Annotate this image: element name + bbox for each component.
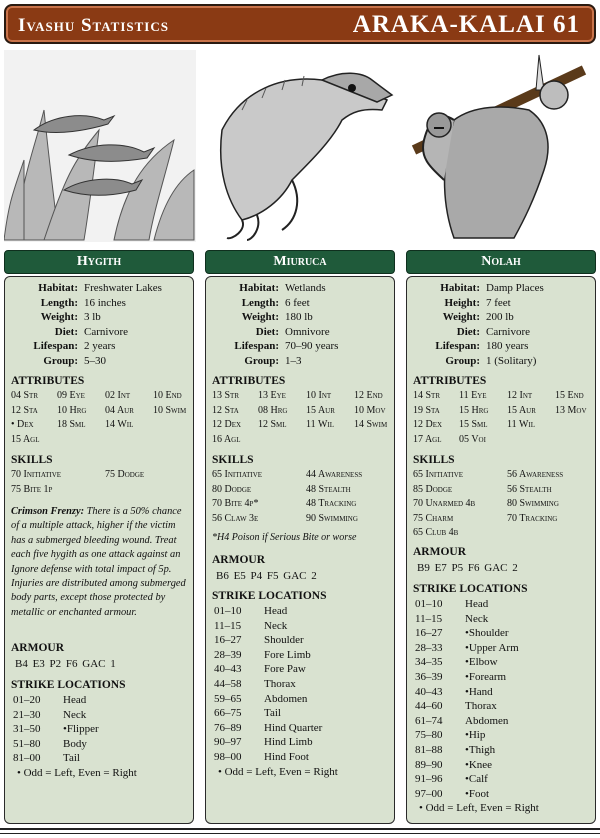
strike-range: 66–75 (214, 707, 242, 720)
attribute: 16 Agl (212, 433, 241, 445)
attribute: 12 Sta (11, 404, 38, 416)
stat-key: Weight: (442, 311, 480, 324)
strike-location: •Foot (465, 787, 490, 800)
strike-row (415, 743, 591, 758)
attribute: 14 Swim (354, 419, 388, 431)
stat-value: Carnivore (486, 325, 530, 338)
attribute: 10 Mov (354, 404, 386, 416)
armour-heading: ARMOUR (413, 546, 467, 558)
attribute (153, 418, 193, 433)
attribute: 04 Aur (105, 404, 134, 416)
strike-row (214, 750, 390, 765)
attribute (555, 433, 595, 448)
banner-left-title: Ivashu Statistics (18, 15, 169, 36)
strike-row (415, 626, 591, 641)
skill: 56 Awareness (507, 469, 564, 480)
attribute: 15 Aur (507, 404, 536, 416)
hygith-illustration (4, 50, 196, 242)
strike-row (214, 648, 390, 663)
stat-key: Weight: (40, 311, 78, 324)
armour-values: B9 E7 P5 F6 GAC 2 (417, 562, 518, 574)
poison-footnote: *H4 Poison if Serious Bite or worse (212, 532, 357, 543)
strike-row (415, 670, 591, 685)
strike-location: Tail (63, 752, 80, 765)
strike-row (13, 722, 189, 737)
skill: 75 Bite 1p (11, 483, 53, 495)
strike-location: Head (264, 605, 288, 617)
skill: 85 Dodge (413, 483, 453, 495)
strike-range: 28–39 (214, 648, 242, 661)
skill: 80 Swimming (507, 498, 559, 510)
skill: 80 Dodge (212, 483, 252, 495)
strike-row (415, 597, 591, 612)
stat-row (206, 296, 394, 311)
attribute (306, 433, 342, 448)
strike-location: •Shoulder (465, 627, 509, 640)
attribute: 11 Wil (306, 419, 334, 431)
stat-value: 6 feet (285, 296, 310, 309)
strike-row (214, 677, 390, 692)
banner-right-title: ARAKA-KALAI 61 (352, 11, 580, 38)
stat-row (5, 296, 193, 311)
attribute (354, 433, 394, 448)
stat-value: 200 lb (486, 311, 514, 324)
attribute: 11 Eye (459, 390, 487, 401)
skills-grid (413, 468, 593, 541)
strike-range: 97–00 (415, 787, 443, 800)
stat-value: Wetlands (285, 282, 326, 294)
strike-location: •Elbow (465, 656, 498, 669)
strike-range: 81–88 (415, 743, 443, 756)
stat-key: Lifespan: (234, 340, 279, 353)
strike-locations-list (415, 597, 591, 816)
stat-value: 16 inches (84, 296, 126, 309)
strike-row (13, 708, 189, 723)
stat-key: Group: (445, 354, 480, 367)
attribute (555, 418, 595, 433)
strike-location: Neck (465, 612, 489, 625)
strike-range: 16–27 (214, 634, 242, 647)
attribute: 05 Voi (459, 433, 486, 445)
strike-row (415, 612, 591, 627)
strike-locations-list (13, 693, 189, 781)
skills-grid (212, 468, 392, 526)
strike-row (214, 604, 390, 619)
strike-row (13, 737, 189, 752)
attributes-heading: ATTRIBUTES (11, 375, 85, 387)
skill: 56 Claw 3e (212, 512, 259, 524)
attribute: 10 Hrg (57, 404, 87, 416)
attribute (507, 433, 543, 448)
strike-row (214, 619, 390, 634)
strike-location: Head (465, 598, 489, 610)
footer-rule-thin (0, 833, 600, 834)
strike-range: 89–90 (415, 758, 443, 771)
strike-location: Head (63, 694, 87, 706)
odd-even-note: • Odd = Left, Even = Right (218, 765, 338, 778)
stat-row (206, 325, 394, 340)
attribute (105, 433, 141, 448)
skills-heading: SKILLS (11, 454, 53, 466)
skills-grid (11, 468, 191, 497)
stat-value: 1 (Solitary) (486, 354, 537, 367)
armour-heading: ARMOUR (11, 642, 65, 654)
strike-location: •Thigh (465, 743, 496, 756)
strike-row (415, 699, 591, 714)
strike-row (13, 693, 189, 708)
attribute: 15 Hrg (459, 404, 489, 416)
stat-key: Diet: (54, 325, 78, 338)
attribute: 12 Dex (413, 419, 443, 431)
attribute: 10 Int (306, 390, 332, 401)
strike-row (214, 706, 390, 721)
stat-value: 180 lb (285, 311, 313, 324)
stat-key: Group: (244, 354, 279, 367)
strike-row (214, 662, 390, 677)
stat-key: Lifespan: (435, 340, 480, 353)
strike-row (415, 685, 591, 700)
attributes-grid (212, 389, 392, 447)
skill: 90 Swimming (306, 512, 358, 524)
stat-key: Length: (40, 296, 78, 309)
attribute: 10 End (153, 390, 182, 401)
stat-list (206, 281, 394, 369)
stat-row (5, 339, 193, 354)
strike-range: 61–74 (415, 714, 443, 727)
skill: 65 Club 4b (413, 527, 459, 539)
attribute (57, 433, 93, 448)
attribute: 09 Eye (57, 390, 85, 401)
strike-row (214, 633, 390, 648)
stat-key: Habitat: (440, 282, 480, 294)
stat-row (407, 339, 595, 354)
strike-row (13, 751, 189, 766)
strike-range: 11–15 (214, 619, 242, 632)
attributes-heading: ATTRIBUTES (413, 375, 487, 387)
strike-row (415, 787, 591, 802)
stat-key: Habitat: (239, 282, 279, 294)
strike-row (415, 758, 591, 773)
attribute: 12 Sta (212, 404, 239, 416)
strike-range: 21–30 (13, 708, 41, 721)
strike-range: 75–80 (415, 729, 443, 742)
skill: 75 Charm (413, 512, 454, 524)
strike-location: Hind Quarter (264, 721, 323, 734)
attribute: 13 Mov (555, 404, 587, 416)
skill: 56 Stealth (507, 483, 552, 495)
stat-value: 3 lb (84, 311, 101, 324)
attribute: 15 Sml (459, 419, 488, 431)
strike-row (415, 641, 591, 656)
strike-range: 36–39 (415, 670, 443, 683)
strike-range: 40–43 (415, 685, 443, 698)
stat-key: Habitat: (38, 282, 78, 294)
stat-value: 7 feet (486, 296, 511, 309)
attribute (153, 433, 193, 448)
stat-row (5, 310, 193, 325)
strike-range: 44–60 (415, 700, 443, 713)
strike-location: Abdomen (264, 692, 308, 705)
stat-value: Omnivore (285, 325, 330, 338)
special-ability-text: There is a 50% chance of a multiple attack, higher if the victim has a submerged bleeding wound. Treat each five hygith as one attack against an Ignore defense with total impact of 5p. Injuries are distributed among submerged body parts, except those protected by metallic or enchanted armour. (11, 506, 186, 618)
strike-range: 01–20 (13, 694, 41, 706)
attribute: 12 Int (507, 390, 533, 401)
column-header-hygith: Hygith (4, 250, 194, 274)
stat-value: Carnivore (84, 325, 128, 338)
miuruca-illustration (202, 50, 394, 242)
stat-row (206, 310, 394, 325)
strike-range: 11–15 (415, 612, 443, 625)
skill: 70 Tracking (507, 512, 558, 524)
strike-location: Body (63, 737, 87, 750)
skill: 70 Initiative (11, 469, 62, 480)
attribute: 02 Int (105, 390, 131, 401)
strike-range: 59–65 (214, 692, 242, 705)
stat-value: 180 years (486, 340, 529, 353)
odd-even-note: • Odd = Left, Even = Right (17, 766, 137, 779)
attribute: 13 Str (212, 390, 240, 401)
skills-heading: SKILLS (212, 454, 254, 466)
stat-value: 1–3 (285, 354, 302, 367)
stat-row (5, 354, 193, 369)
attribute: 08 Hrg (258, 404, 288, 416)
strike-location: •Forearm (465, 670, 507, 683)
column-header-nolah: Nolah (406, 250, 596, 274)
nolah-illustration (404, 50, 596, 242)
stat-row (407, 310, 595, 325)
stat-card-hygith (4, 276, 194, 824)
stat-row (5, 325, 193, 340)
stat-key: Diet: (255, 325, 279, 338)
skill: 65 Initiative (413, 469, 464, 480)
attribute: 04 Str (11, 390, 39, 401)
strike-range: 81–00 (13, 752, 41, 765)
attribute: 17 Agl (413, 433, 442, 445)
strike-range: 76–89 (214, 721, 242, 734)
attribute: 10 Swim (153, 404, 187, 416)
stat-row (206, 339, 394, 354)
strike-range: 01–10 (214, 605, 242, 617)
strike-range: 51–80 (13, 737, 41, 750)
strike-locations-heading: STRIKE LOCATIONS (11, 679, 126, 691)
stat-key: Lifespan: (33, 340, 78, 353)
strike-location: •Calf (465, 773, 488, 786)
strike-location: Tail (264, 707, 281, 720)
armour-values: B6 E5 P4 F5 GAC 2 (216, 570, 317, 582)
stat-card-nolah (406, 276, 596, 824)
strike-row (415, 772, 591, 787)
stat-list (5, 281, 193, 369)
strike-location: •Knee (465, 758, 493, 771)
stat-key: Diet: (456, 325, 480, 338)
stat-card-miuruca (205, 276, 395, 824)
attribute: 13 Eye (258, 390, 286, 401)
column-header-miuruca: Miuruca (205, 250, 395, 274)
strike-location: Neck (63, 708, 87, 721)
strike-location: •Hand (465, 685, 493, 698)
strike-row (415, 714, 591, 729)
skills-heading: SKILLS (413, 454, 455, 466)
attribute: 15 Agl (11, 433, 40, 445)
strike-range: 90–97 (214, 736, 242, 749)
stat-row (407, 325, 595, 340)
stat-value: 5–30 (84, 354, 106, 367)
strike-location: Hind Foot (264, 750, 309, 763)
strike-range: 28–33 (415, 641, 443, 654)
strike-location: Thorax (264, 677, 296, 690)
attribute: 11 Wil (507, 419, 535, 431)
strike-row (214, 721, 390, 736)
attribute: 12 Dex (212, 419, 242, 431)
strike-range: 01–10 (415, 598, 443, 610)
stat-row (206, 281, 394, 296)
armour-values: B4 E3 P2 F6 GAC 1 (15, 658, 116, 670)
stat-value: 2 years (84, 340, 116, 353)
strike-location: Hind Limb (264, 736, 313, 749)
attributes-grid (413, 389, 593, 447)
skill: 44 Awareness (306, 469, 363, 480)
attribute: 12 End (354, 390, 383, 401)
strike-location: Fore Limb (264, 648, 311, 661)
skill (105, 483, 195, 498)
stat-value: Freshwater Lakes (84, 282, 162, 294)
strike-locations-heading: STRIKE LOCATIONS (413, 583, 528, 595)
attribute: 14 Str (413, 390, 441, 401)
stat-row (206, 354, 394, 369)
stat-key: Height: (444, 296, 480, 309)
stat-row (407, 281, 595, 296)
strike-location: Thorax (465, 700, 497, 713)
strike-range: 40–43 (214, 663, 242, 676)
attributes-heading: ATTRIBUTES (212, 375, 286, 387)
skill: 48 Stealth (306, 483, 351, 495)
strike-location: •Hip (465, 729, 486, 742)
footer-rule (0, 828, 600, 830)
odd-even-note: • Odd = Left, Even = Right (419, 802, 539, 815)
stat-list (407, 281, 595, 369)
stat-key: Length: (241, 296, 279, 309)
strike-location: Neck (264, 619, 288, 632)
attribute: 15 Aur (306, 404, 335, 416)
strike-row (214, 692, 390, 707)
skill: 75 Dodge (105, 469, 145, 480)
strike-range: 34–35 (415, 656, 443, 669)
strike-locations-heading: STRIKE LOCATIONS (212, 590, 327, 602)
attribute: • Dex (11, 419, 34, 431)
strike-range: 91–96 (415, 773, 443, 786)
skill: 70 Bite 4p* (212, 498, 259, 510)
attribute: 12 Sml (258, 419, 287, 431)
strike-range: 31–50 (13, 723, 41, 736)
attribute: 15 End (555, 390, 584, 401)
strike-location: •Upper Arm (465, 641, 519, 654)
strike-row (214, 735, 390, 750)
stat-value: Damp Places (486, 282, 544, 294)
strike-range: 16–27 (415, 627, 443, 640)
attribute: 18 Sml (57, 419, 86, 431)
stat-key: Weight: (241, 311, 279, 324)
title-banner (4, 4, 596, 44)
strike-row (415, 655, 591, 670)
skill: 48 Tracking (306, 498, 357, 510)
stat-key: Group: (43, 354, 78, 367)
strike-location: Shoulder (264, 634, 304, 647)
attribute (258, 433, 294, 448)
strike-range: 98–00 (214, 750, 242, 763)
stat-row (407, 296, 595, 311)
stat-value: 70–90 years (285, 340, 339, 353)
strike-range: 44–58 (214, 677, 242, 690)
skill: 70 Unarmed 4b (413, 498, 476, 510)
attribute: 14 Wil (105, 419, 134, 431)
attribute: 19 Sta (413, 404, 440, 416)
armour-heading: ARMOUR (212, 554, 266, 566)
skill (507, 526, 597, 541)
strike-location: Abdomen (465, 714, 509, 727)
strike-row (415, 728, 591, 743)
strike-location: Fore Paw (264, 663, 306, 676)
strike-location: •Flipper (63, 723, 99, 736)
strike-locations-list (214, 604, 390, 779)
special-ability-name: Crimson Frenzy: (11, 506, 85, 517)
attributes-grid (11, 389, 191, 447)
special-ability-note (11, 505, 187, 620)
stat-row (5, 281, 193, 296)
stat-row (407, 354, 595, 369)
skill: 65 Initiative (212, 469, 263, 480)
